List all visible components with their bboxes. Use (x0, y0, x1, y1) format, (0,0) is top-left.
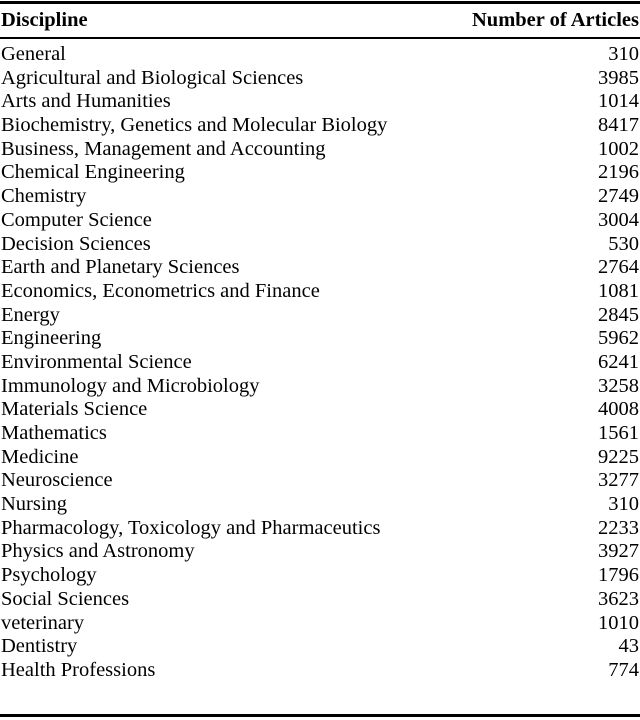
article-count-cell: 43 (618, 635, 639, 658)
article-count-cell: 6241 (598, 350, 639, 373)
table-row (0, 588, 640, 612)
discipline-cell: Social Sciences (1, 587, 130, 610)
table-row (0, 540, 640, 564)
discipline-cell: Dentistry (1, 635, 78, 658)
table-row (0, 209, 640, 233)
discipline-cell: Arts and Humanities (1, 90, 171, 113)
table-top-rule (0, 1, 640, 4)
article-count-cell: 8417 (598, 114, 639, 137)
discipline-cell: Neuroscience (1, 469, 113, 492)
table-header-rule (0, 37, 640, 39)
article-count-cell: 3004 (598, 208, 639, 231)
table-row (0, 635, 640, 659)
article-count-cell: 774 (608, 658, 639, 681)
header-discipline: Discipline (1, 8, 88, 31)
article-count-cell: 1010 (598, 611, 639, 634)
article-count-cell: 3258 (598, 374, 639, 397)
article-count-cell: 3623 (598, 587, 639, 610)
table-row (0, 327, 640, 351)
discipline-cell: Immunology and Microbiology (1, 374, 260, 397)
article-count-cell: 2749 (598, 185, 639, 208)
article-count-cell: 1081 (598, 279, 639, 302)
discipline-cell: Health Professions (1, 658, 156, 681)
discipline-cell: General (1, 43, 66, 65)
discipline-cell: Materials Science (1, 398, 148, 421)
table-row (0, 43, 640, 67)
table-row (0, 564, 640, 588)
table-row (0, 138, 640, 162)
article-count-cell: 5962 (598, 327, 639, 350)
table-row (0, 256, 640, 280)
table-row (0, 233, 640, 257)
discipline-cell: Biochemistry, Genetics and Molecular Biology (1, 114, 388, 137)
article-count-cell: 1014 (598, 90, 639, 113)
table-row (0, 67, 640, 91)
table-row (0, 280, 640, 304)
table-body (0, 43, 640, 683)
table-row (0, 351, 640, 375)
discipline-cell: Environmental Science (1, 350, 192, 373)
table-row (0, 446, 640, 470)
article-count-cell: 310 (608, 493, 639, 516)
table-row (0, 375, 640, 399)
discipline-cell: Economics, Econometrics and Finance (1, 279, 320, 302)
table-row (0, 114, 640, 138)
discipline-cell: Chemical Engineering (1, 161, 185, 184)
discipline-cell: Nursing (1, 493, 68, 516)
discipline-cell: Business, Management and Accounting (1, 137, 326, 160)
table-row (0, 185, 640, 209)
article-count-cell: 2233 (598, 516, 639, 539)
article-count-cell: 1561 (598, 422, 639, 444)
table-bottom-rule (0, 714, 640, 717)
discipline-cell: Energy (1, 303, 60, 326)
table-row (0, 161, 640, 185)
table-header-row (0, 5, 640, 35)
article-count-cell: 1796 (598, 564, 639, 587)
discipline-cell: Earth and Planetary Sciences (1, 256, 240, 279)
table-row (0, 422, 640, 446)
discipline-cell: Medicine (1, 445, 79, 468)
article-count-cell: 310 (608, 43, 639, 65)
table-row (0, 304, 640, 328)
article-count-cell: 530 (608, 232, 639, 255)
table-row (0, 90, 640, 114)
table-row (0, 612, 640, 636)
discipline-cell: Engineering (1, 327, 102, 350)
table-row (0, 398, 640, 422)
table-row (0, 493, 640, 517)
table-row (0, 469, 640, 493)
article-count-cell: 3277 (598, 469, 639, 492)
article-count-cell: 2196 (598, 161, 639, 184)
discipline-cell: Computer Science (1, 208, 152, 231)
table-row (0, 517, 640, 541)
article-count-cell: 1002 (598, 137, 639, 160)
discipline-cell: veterinary (1, 611, 85, 634)
article-count-cell: 3985 (598, 66, 639, 89)
discipline-cell: Mathematics (1, 422, 107, 444)
discipline-cell: Psychology (1, 564, 97, 587)
discipline-cell: Physics and Astronomy (1, 540, 195, 563)
article-count-cell: 9225 (598, 445, 639, 468)
article-count-cell: 4008 (598, 398, 639, 421)
discipline-cell: Pharmacology, Toxicology and Pharmaceutics (1, 516, 381, 539)
header-number-of-articles: Number of Articles (471, 8, 639, 31)
article-count-cell: 2764 (598, 256, 639, 279)
discipline-cell: Agricultural and Biological Sciences (1, 66, 304, 89)
table-row (0, 659, 640, 683)
discipline-cell: Decision Sciences (1, 232, 151, 255)
article-count-cell: 3927 (598, 540, 639, 563)
article-count-cell: 2845 (598, 303, 639, 326)
discipline-cell: Chemistry (1, 185, 87, 208)
